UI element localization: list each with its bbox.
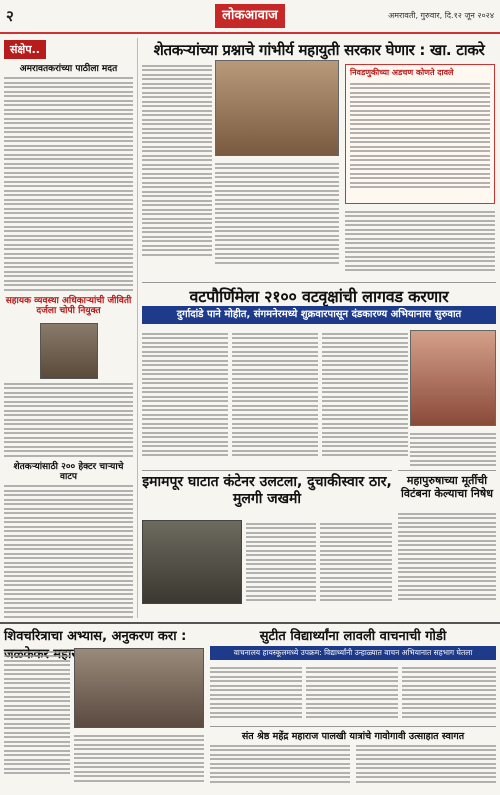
dateline: अमरावती, गुरुवार, दि.१२ जून २०२४ — [388, 11, 494, 20]
article-text — [306, 664, 398, 724]
newspaper-logo: लोकआवाज — [215, 4, 285, 28]
sidebar-headline-2: सहायक व्यवस्था अधिकाऱ्यांची जीविती दर्जला चोपी नियुक्त — [5, 295, 132, 317]
inset-title: निवडणुकीच्या अडचण कोणते दावले — [350, 68, 454, 77]
article-text — [410, 430, 496, 470]
portrait-photo — [410, 330, 496, 426]
article-text — [345, 208, 495, 278]
article-text — [215, 160, 339, 277]
story-strap: दुर्गादांडे पाने मोहीत, संगमनेरमध्ये शुक्रवारपासून दंडकारण्य अभियानास सुरुवात — [142, 306, 496, 324]
article-text — [4, 77, 133, 291]
event-photo — [215, 60, 339, 156]
article-text — [322, 330, 408, 470]
article-text — [402, 664, 496, 724]
article-text — [246, 520, 316, 610]
article-text — [356, 742, 496, 790]
article-text — [210, 664, 302, 724]
bottom-left-headline: शिवचरित्राचा अभ्यास, अनुकरण करा : महाराज — [4, 629, 187, 662]
idol-headline: महापुरुषाच्या मूर्तीची विटंबना केल्याचा निषेध — [398, 470, 496, 500]
article-text — [4, 648, 70, 788]
accident-headline: इमामपूर घाटात कंटेनर उलटला, दुचाकीस्वार ठार, मुलगी जखमी — [142, 470, 392, 508]
event-photo — [74, 648, 204, 728]
wide-headline: वटपौर्णिमेला २१०० वटवृक्षांची लागवड करणार — [142, 282, 496, 307]
article-text — [232, 330, 318, 470]
section-label: संक्षेप.. — [4, 40, 46, 59]
bottom-sub-headline: संत श्रेष्ठ महेंद्र महाराज पालखी यात्रांचे गावोगावी उत्साहात स्वागत — [210, 726, 496, 742]
sidebar-headline-3: शेतकऱ्यांसाठी २०० हेक्टर चाऱ्याचे वाटप — [13, 461, 124, 482]
page-number: २ — [6, 7, 14, 25]
inset-box — [345, 64, 495, 204]
sidebar-column — [4, 38, 138, 618]
article-text — [4, 485, 133, 618]
story-strap: वाचनालय हायस्कूलमध्ये उपक्रम: विद्यार्थ्यांनी उन्हाळ्यात वाचन अभियानात सहभाग घेतला — [210, 646, 496, 660]
article-text — [74, 732, 204, 790]
article-text — [346, 83, 494, 189]
sidebar-headline-1: अमरावतकरांच्या पाठीला मदत — [19, 64, 118, 74]
article-text — [320, 520, 392, 610]
accident-photo — [142, 520, 242, 604]
article-text — [4, 383, 133, 457]
portrait-photo — [40, 323, 98, 379]
article-text — [142, 330, 228, 470]
bottom-right-headline: सुटीत विद्यार्थ्यांना लावली वाचनाची गोडी — [259, 629, 447, 644]
lead-headline: शेतकऱ्यांच्या प्रश्नाचे गांभीर्य महायुती सरकार घेणार : खा. टाकरे — [153, 41, 485, 59]
article-text — [398, 510, 496, 610]
article-text — [210, 742, 350, 790]
article-text — [142, 62, 212, 277]
masthead — [0, 0, 500, 34]
